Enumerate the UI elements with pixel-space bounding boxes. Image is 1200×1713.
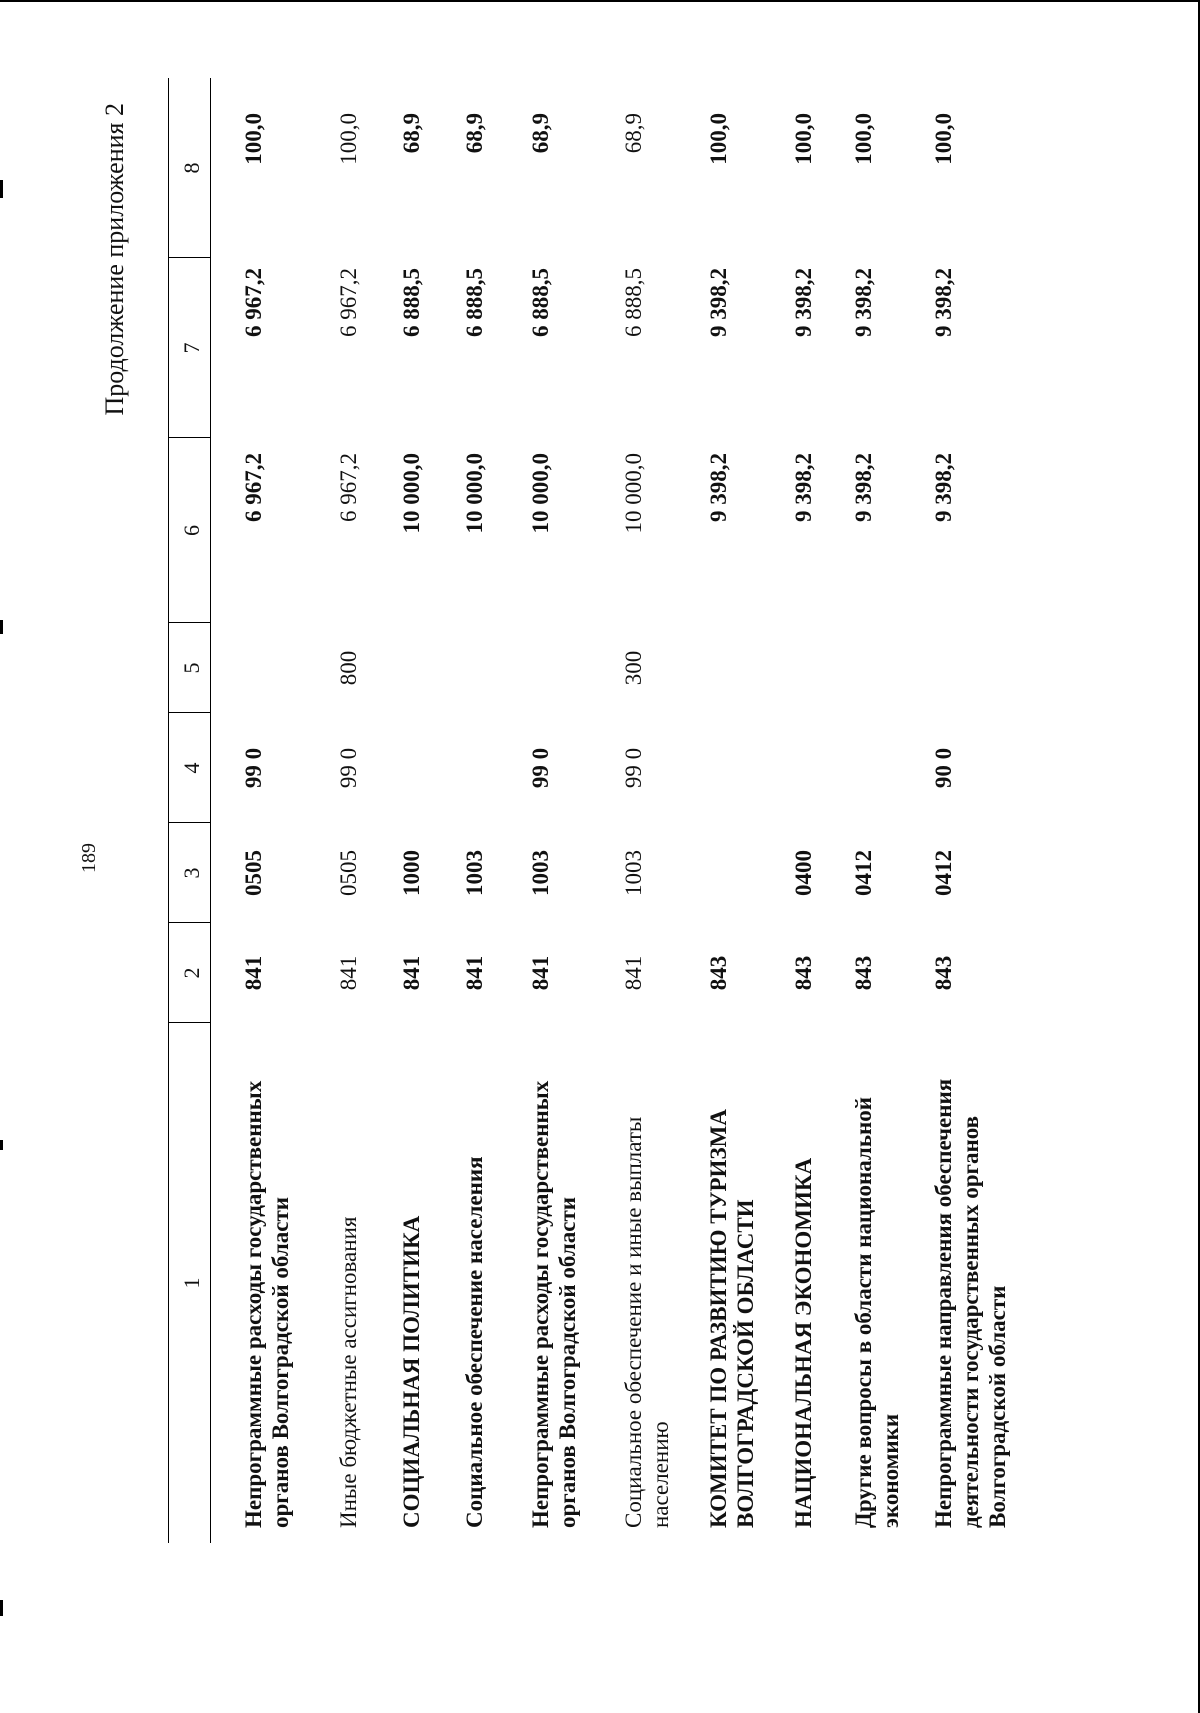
row-9-c3: 0412	[931, 850, 956, 896]
row-4-c3: 1003	[528, 850, 553, 896]
row-3-c6: 10 000,0	[462, 453, 487, 534]
row-3-c3: 1003	[462, 850, 487, 896]
row-5-c4: 99 0	[621, 747, 646, 789]
row-1-c5: 800	[336, 650, 361, 686]
row-5-name: Социальное обеспечение и иные выплаты населению	[621, 1116, 673, 1528]
row-1-c6: 6 967,2	[336, 453, 361, 522]
header-bottom-border	[210, 78, 211, 1543]
row-2-c7: 6 888,5	[399, 268, 424, 337]
row-8-name: Другие вопросы в области национальной экономики	[851, 1097, 903, 1528]
row-8-c7: 9 398,2	[851, 268, 876, 337]
row-3-c7: 6 888,5	[462, 268, 487, 337]
row-5-c5: 300	[621, 650, 646, 686]
row-0-c4: 99 0	[241, 747, 266, 789]
row-8-c8: 100,0	[851, 113, 876, 165]
row-0-c7: 6 967,2	[241, 268, 266, 337]
col-header-5: 5	[179, 662, 204, 674]
row-4-name: Непрограммные расходы государственных органов Волгоградской области	[528, 1080, 580, 1528]
row-6-name: КОМИТЕТ ПО РАЗВИТИЮ ТУРИЗМА ВОЛГОГРАДСКОЙ ОБЛАСТИ	[706, 1109, 758, 1528]
row-9-c6: 9 398,2	[931, 453, 956, 522]
col-header-4: 4	[179, 762, 204, 774]
row-1-c7: 6 967,2	[336, 268, 361, 337]
row-7-c8: 100,0	[791, 113, 816, 165]
col-header-6: 6	[179, 525, 204, 536]
row-9-c4: 90 0	[931, 747, 956, 789]
row-2-name: СОЦИАЛЬНАЯ ПОЛИТИКА	[399, 1215, 424, 1528]
row-0-c8: 100,0	[241, 113, 266, 165]
row-6-c6: 9 398,2	[706, 453, 731, 522]
row-4-c6: 10 000,0	[528, 453, 553, 534]
col-header-2: 2	[179, 967, 204, 979]
row-4-c2: 841	[528, 955, 553, 991]
row-8-c3: 0412	[851, 850, 876, 896]
row-3-c2: 841	[462, 955, 487, 991]
row-4-c8: 68,9	[528, 113, 553, 154]
row-9-c8: 100,0	[931, 113, 956, 165]
row-1-name: Иные бюджетные ассигнования	[336, 1216, 361, 1528]
row-2-c6: 10 000,0	[399, 453, 424, 534]
row-1-c2: 841	[336, 955, 361, 991]
row-4-c7: 6 888,5	[528, 268, 553, 337]
row-7-c2: 843	[791, 955, 816, 991]
row-9-c7: 9 398,2	[931, 268, 956, 337]
row-5-c3: 1003	[621, 850, 646, 896]
row-0-c2: 841	[241, 955, 266, 991]
col-header-7: 7	[179, 342, 204, 354]
row-1-c4: 99 0	[336, 747, 361, 789]
row-5-c6: 10 000,0	[621, 453, 646, 534]
row-0-c3: 0505	[241, 850, 266, 896]
row-0-name: Непрограммные расходы государственных органов Волгоградской области	[241, 1080, 293, 1528]
row-0-c6: 6 967,2	[241, 453, 266, 522]
continuation-label: Продолжение приложения 2	[100, 103, 129, 416]
row-3-name: Социальное обеспечение населения	[462, 1156, 487, 1528]
row-8-c2: 843	[851, 955, 876, 991]
col-header-3: 3	[179, 867, 204, 879]
row-2-c2: 841	[399, 955, 424, 991]
row-6-c8: 100,0	[706, 113, 731, 165]
row-5-c7: 6 888,5	[621, 268, 646, 337]
row-7-name: НАЦИОНАЛЬНАЯ ЭКОНОМИКА	[791, 1157, 816, 1528]
row-7-c7: 9 398,2	[791, 268, 816, 337]
row-3-c8: 68,9	[462, 113, 487, 154]
row-5-c8: 68,9	[621, 113, 646, 154]
row-8-c6: 9 398,2	[851, 453, 876, 522]
col-header-1: 1	[179, 1277, 204, 1289]
page-number: 189	[78, 843, 100, 873]
row-6-c2: 843	[706, 955, 731, 991]
row-9-name: Непрограммные направления обеспечения деятельности государственных органов Волгоградской области	[931, 1078, 1010, 1528]
row-1-c8: 100,0	[336, 113, 361, 165]
row-5-c2: 841	[621, 955, 646, 991]
row-6-c7: 9 398,2	[706, 268, 731, 337]
row-9-c2: 843	[931, 955, 956, 991]
row-7-c3: 0400	[791, 850, 816, 896]
table-top-border	[168, 78, 169, 1543]
row-4-c4: 99 0	[528, 747, 553, 789]
row-2-c3: 1000	[399, 850, 424, 896]
row-1-c3: 0505	[336, 850, 361, 896]
row-7-c6: 9 398,2	[791, 453, 816, 522]
row-2-c8: 68,9	[399, 113, 424, 154]
col-header-8: 8	[179, 162, 204, 174]
